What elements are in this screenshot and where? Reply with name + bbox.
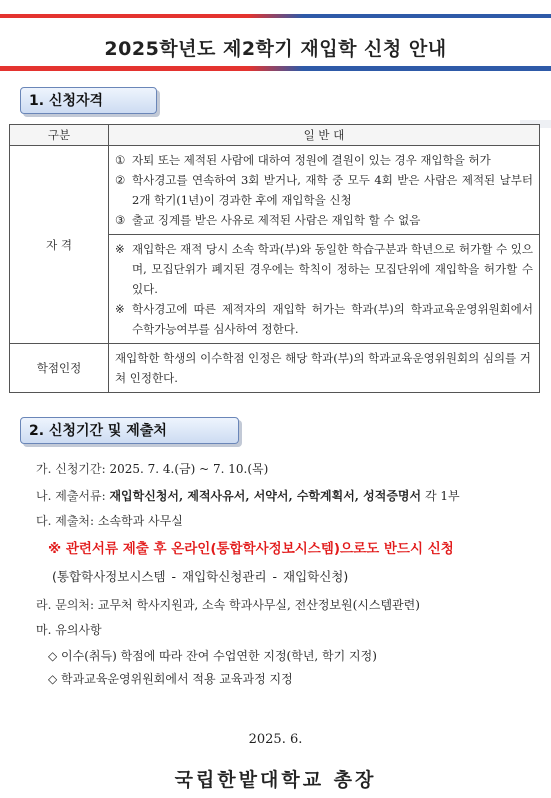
contact-line: 라. 문의처: 교무처 학사지원과, 소속 학과사무실, 전산정보원(시스템관련): [36, 598, 420, 612]
notice-date: 2025. 6.: [248, 732, 303, 747]
eligibility-notes: [109, 235, 540, 344]
eligibility-table: [9, 124, 540, 393]
eligibility-items: [109, 146, 540, 235]
header-category: 구분: [10, 125, 109, 146]
list-item: ※ 학사경고에 따른 제적자의 재입학 허가는 학과(부)의 학과교육운영위원회에서 수학가능여부를 심사하여 정한다.: [115, 302, 533, 336]
list-item: ◇ 이수(취득) 학점에 따라 잔여 수업연한 지정(학년, 학기 지정): [48, 649, 377, 663]
list-item: ① 자퇴 또는 제적된 사람에 대하여 정원에 결원이 있는 경우 재입학을 허가: [115, 153, 491, 167]
list-item: ◇ 학과교육운영위원회에서 적용 교육과정 지정: [48, 672, 293, 686]
credit-text: 재입학한 학생의 이수학점 인정은 해당 학과(부)의 학과교육운영위원회의 심의를 거쳐 인정한다.: [109, 344, 540, 393]
list-item: ③ 출교 징계를 받은 사유로 제적된 사람은 재입학 할 수 없음: [115, 213, 421, 227]
header-general: 일 반 대: [109, 125, 540, 146]
section2-heading: 2. 신청기간 및 제출처: [20, 417, 239, 444]
row-category-credit: 학점인정: [10, 344, 109, 393]
row-category-eligibility: 자 격: [10, 146, 109, 344]
online-warning: ※ 관련서류 제출 후 온라인(통합학사정보시스템)으로도 반드시 신청: [48, 541, 454, 557]
signature: 국립한밭대학교 총장: [174, 769, 377, 791]
submit-line: 다. 제출처: 소속학과 사무실: [36, 514, 183, 528]
system-path: (통합학사정보시스템 - 재입학신청관리 - 재입학신청): [52, 569, 349, 584]
period-line: 가. 신청기간: 2025. 7. 4.(금) ~ 7. 10.(목): [36, 462, 269, 476]
title-top-rule: [0, 14, 551, 18]
title-bottom-rule: [0, 66, 551, 71]
notes-label: 마. 유의사항: [36, 623, 102, 637]
section1-heading: 1. 신청자격: [20, 87, 157, 114]
documents-line: 나. 제출서류: 재입학신청서, 제적사유서, 서약서, 수학계획서, 성적증명서 각 1부: [36, 489, 460, 503]
list-item: ※ 재입학은 재적 당시 소속 학과(부)와 동일한 학습구분과 학년으로 허가할 수 있으며, 모집단위가 폐지된 경우에는 학칙이 정하는 모집단위에 재입학을 허가할 수 있다.: [115, 242, 534, 296]
list-item: ② 학사경고를 연속하여 3회 받거나, 재학 중 모두 4회 받은 사람은 제적된 날부터 2개 학기(1년)이 경과한 후에 재입학을 신청: [115, 173, 533, 207]
page-title: 2025학년도 제2학기 재입학 신청 안내: [104, 38, 447, 60]
